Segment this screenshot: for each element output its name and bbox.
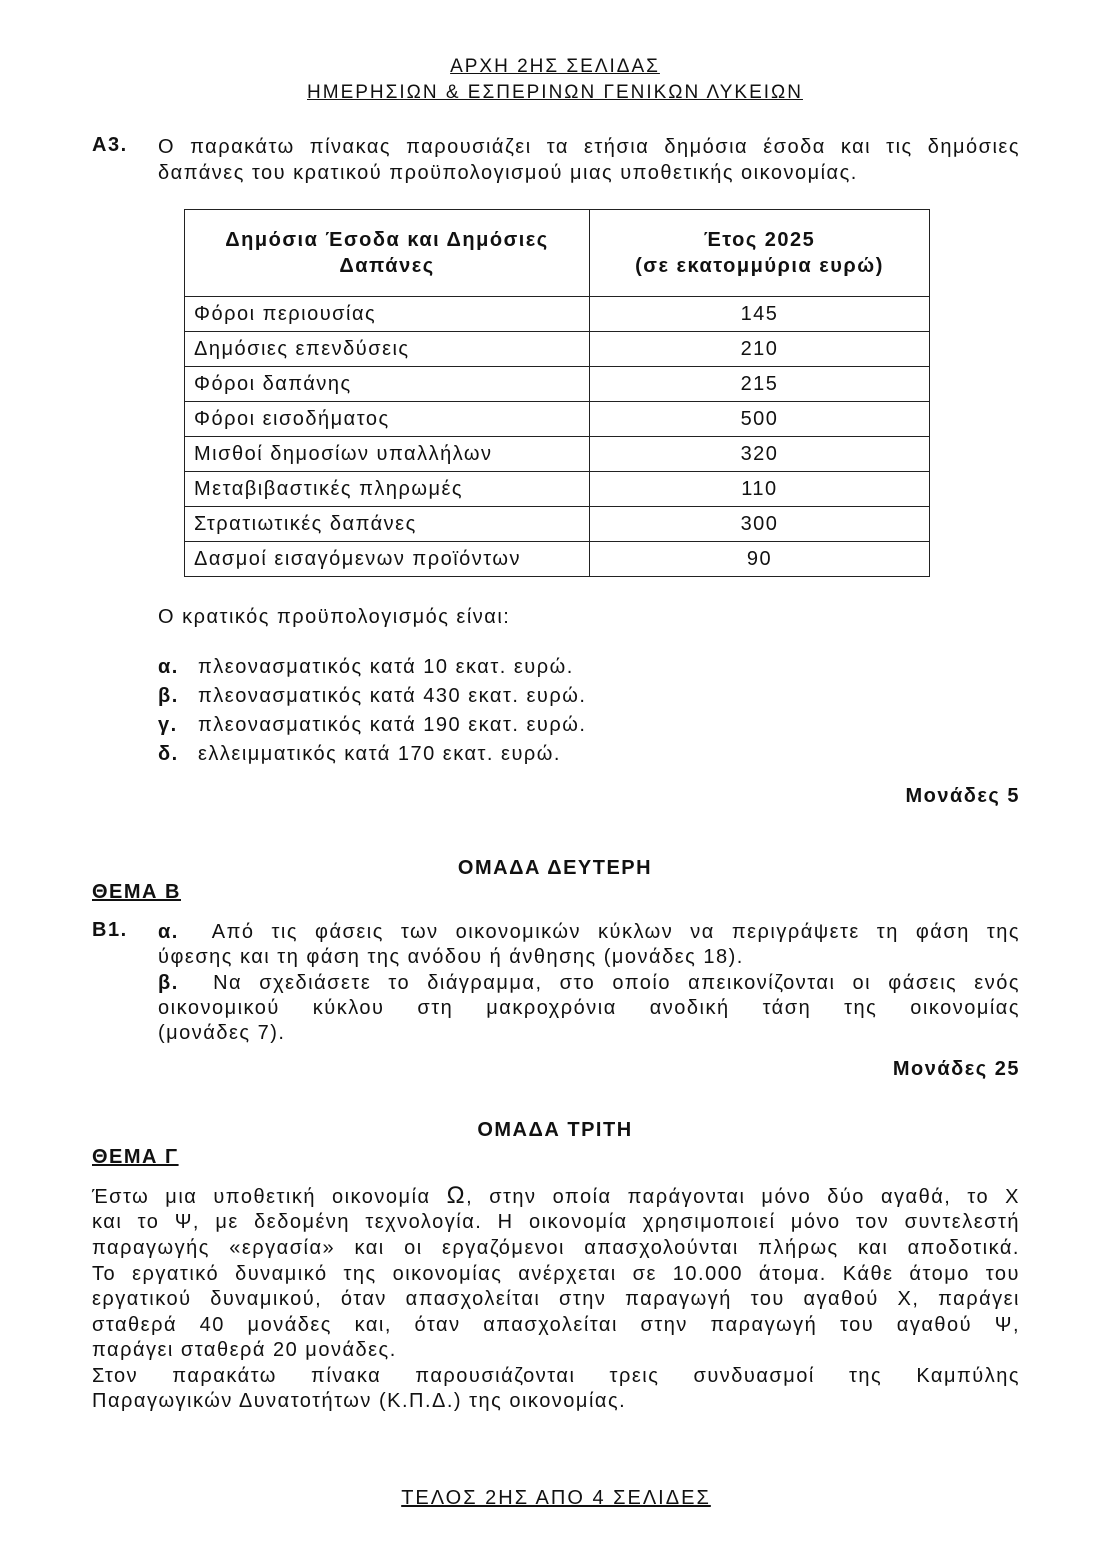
row-label: Δημόσιες επενδύσεις [185, 332, 590, 367]
table-row [185, 437, 930, 472]
table-header-category [185, 210, 590, 297]
table-row [185, 402, 930, 437]
option-letter: γ. [158, 714, 178, 736]
row-label: Στρατιωτικές δαπάνες [185, 507, 590, 542]
option-delta [158, 743, 561, 766]
row-label: Μισθοί δημοσίων υπαλλήλων [185, 437, 590, 472]
table-row [185, 332, 930, 367]
theme-g-line-1 [92, 1183, 1020, 1210]
option-alpha [158, 656, 574, 679]
option-letter: β. [158, 685, 179, 707]
table-row [185, 507, 930, 542]
question-a3-line-1: Ο παρακάτω πίνακας παρουσιάζει τα ετήσια δημόσια έσοδα και τις δημόσιες [158, 136, 1020, 158]
row-value: 210 [590, 332, 930, 367]
row-value: 500 [590, 402, 930, 437]
row-label: Μεταβιβαστικές πληρωμές [185, 472, 590, 507]
option-letter: α. [158, 656, 179, 678]
header-year-line-1: Έτος 2025 [703, 229, 816, 251]
table-row [185, 472, 930, 507]
row-value: 110 [590, 472, 930, 507]
row-label: Φόροι περιουσίας [185, 297, 590, 332]
group-three-title: ΟΜΑΔΑ ΤΡΙΤΗ [477, 1119, 633, 1141]
line-1-pre: Έστω μια υποθετική οικονομία [92, 1186, 447, 1208]
table-row [185, 367, 930, 402]
alpha-text: Από τις φάσεις των οικονομικών κύκλων να περιγράψετε τη φάση της [211, 921, 1020, 943]
option-text: πλεονασματικός κατά 430 εκατ. ευρώ. [198, 685, 587, 707]
question-a3-line-2: δαπάνες του κρατικού προϋπολογισμού μιας υποθετικής οικονομίας. [158, 162, 858, 184]
omega-symbol: Ω [446, 1182, 467, 1209]
option-text: πλεονασματικός κατά 10 εκατ. ευρώ. [198, 656, 574, 678]
option-text: πλεονασματικός κατά 190 εκατ. ευρώ. [198, 714, 587, 736]
question-a3-prompt: Ο κρατικός προϋπολογισμός είναι: [158, 606, 511, 628]
page-footer: ΤΕΛΟΣ 2ΗΣ ΑΠΟ 4 ΣΕΛΙΔΕΣ [401, 1487, 711, 1509]
group-two-title: ΟΜΑΔΑ ΔΕΥΤΕΡΗ [457, 857, 653, 879]
beta-text: Να σχεδιάσετε το διάγραμμα, στο οποίο απεικονίζονται οι φάσεις ενός [213, 972, 1020, 994]
header-line-1: ΑΡΧΗ 2ΗΣ ΣΕΛΙΔΑΣ [450, 56, 660, 77]
row-label: Δασμοί εισαγόμενων προϊόντων [185, 542, 590, 577]
table-header-year [590, 210, 930, 297]
score-a3: Μονάδες 5 [905, 785, 1020, 807]
row-value: 320 [590, 437, 930, 472]
theme-g-line-4: Το εργατικό δυναμικό της οικονομίας ανέρχεται σε 10.000 άτομα. Κάθε άτομο του [92, 1263, 1020, 1285]
header-category-line-1: Δημόσια Έσοδα και Δημόσιες [225, 229, 549, 251]
question-b1-beta-line-3: (μονάδες 7). [158, 1022, 286, 1044]
header-line-2: ΗΜΕΡΗΣΙΩΝ & ΕΣΠΕΡΙΝΩΝ ΓΕΝΙΚΩΝ ΛΥΚΕΙΩΝ [307, 82, 803, 103]
question-b1-beta-line-2: οικονομικού κύκλου στη μακροχρόνια ανοδική τάση της οικονομίας [158, 997, 1020, 1019]
line-1-post: , στην οποία παράγονται μόνο δύο αγαθά, το Χ [466, 1186, 1020, 1208]
row-label: Φόροι δαπάνης [185, 367, 590, 402]
theme-g-line-6: σταθερά 40 μονάδες και, όταν απασχολείται στην παραγωγή του αγαθού Ψ, [92, 1314, 1020, 1336]
option-letter: δ. [158, 743, 179, 765]
option-beta [158, 685, 586, 708]
row-label: Φόροι εισοδήματος [185, 402, 590, 437]
question-b1-beta-line-1 [158, 970, 1020, 996]
score-b: Μονάδες 25 [892, 1058, 1020, 1080]
theme-g-heading: ΘΕΜΑ Γ [92, 1146, 179, 1168]
question-b1-label: Β1. [92, 919, 128, 941]
theme-g-line-5: εργατικού δυναμικού, όταν απασχολείται στην παραγωγή του αγαθού Χ, παράγει [92, 1288, 1020, 1310]
option-text: ελλειμματικός κατά 170 εκατ. ευρώ. [198, 743, 561, 765]
row-value: 145 [590, 297, 930, 332]
question-a3-label: Α3. [92, 134, 128, 156]
question-b1-alpha-line-2: ύφεσης και τη φάση της ανόδου ή άνθησης (μονάδες 18). [158, 946, 744, 968]
table-header-row [185, 210, 930, 297]
row-value: 215 [590, 367, 930, 402]
theme-g-line-3: παραγωγής «εργασία» και οι εργαζόμενοι απασχολούνται πλήρως και αποδοτικά. [92, 1237, 1020, 1259]
table-row [185, 297, 930, 332]
theme-g-line-9: Παραγωγικών Δυνατοτήτων (Κ.Π.Δ.) της οικονομίας. [92, 1390, 627, 1412]
question-b1-alpha-line-1 [158, 919, 1020, 945]
row-value: 300 [590, 507, 930, 542]
alpha-letter: α. [158, 921, 179, 943]
theme-g-line-2: και το Ψ, με δεδομένη τεχνολογία. Η οικονομία χρησιμοποιεί μόνο τον συντελεστή [92, 1211, 1020, 1233]
table-row [185, 542, 930, 577]
theme-b-heading: ΘΕΜΑ Β [92, 881, 181, 903]
theme-g-line-7: παράγει σταθερά 20 μονάδες. [92, 1339, 397, 1361]
option-gamma [158, 714, 586, 737]
budget-table [184, 209, 930, 577]
header-category-line-2: Δαπάνες [339, 255, 435, 277]
beta-letter: β. [158, 972, 179, 994]
header-year-line-2: (σε εκατομμύρια ευρώ) [635, 255, 884, 277]
row-value: 90 [590, 542, 930, 577]
theme-g-line-8: Στον παρακάτω πίνακα παρουσιάζονται τρεις συνδυασμοί της Καμπύλης [92, 1365, 1020, 1387]
